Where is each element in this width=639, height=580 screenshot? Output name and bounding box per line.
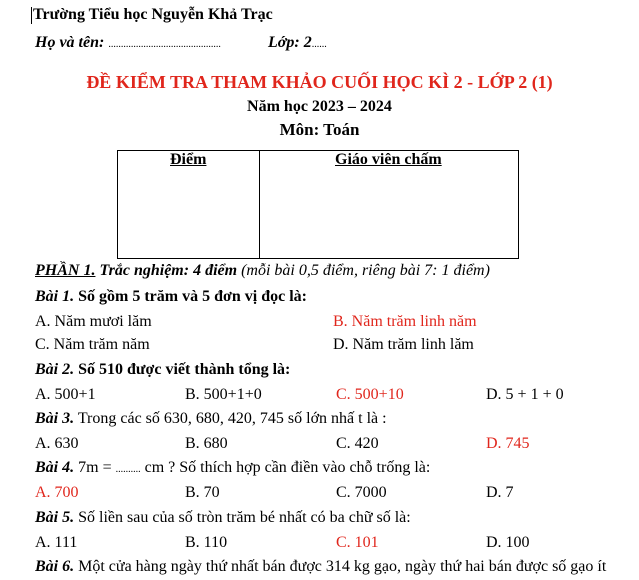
- q2-option-c[interactable]: C. 500+10: [336, 386, 404, 403]
- question-number: Bài 5.: [35, 509, 75, 526]
- question-2: [35, 361, 290, 379]
- part1-title: Trắc nghiệm: 4 điểm: [95, 262, 238, 279]
- school-year: Năm học 2023 – 2024: [247, 98, 392, 115]
- q3-option-d[interactable]: D. 745: [486, 435, 530, 452]
- q4-option-c[interactable]: C. 7000: [336, 484, 387, 501]
- part1-note: (mỗi bài 0,5 điểm, riêng bài 7: 1 điểm): [237, 262, 490, 279]
- question-text: Số liền sau của số tròn trăm bé nhất có ba chữ số là:: [74, 509, 411, 526]
- q5-option-d[interactable]: D. 100: [486, 534, 530, 551]
- q1-option-d[interactable]: D. Năm trăm linh lăm: [333, 336, 474, 353]
- question-number: Bài 6.: [35, 558, 75, 575]
- q4-option-b[interactable]: B. 70: [185, 484, 220, 501]
- question-5: [35, 509, 411, 527]
- q4-option-d[interactable]: D. 7: [486, 484, 514, 501]
- part1-heading: [35, 262, 490, 280]
- class-field[interactable]: [268, 34, 327, 52]
- question-number: Bài 1.: [35, 288, 75, 305]
- q5-option-c[interactable]: C. 101: [336, 534, 379, 551]
- question-number: Bài 3.: [35, 410, 75, 427]
- question-4: [35, 459, 430, 477]
- table-divider: [259, 151, 260, 258]
- q1-option-a[interactable]: A. Năm mươi lăm: [35, 313, 152, 330]
- question-text: Một cửa hàng ngày thứ nhất bán được 314 kg gạo, ngày thứ hai bán được số gạo ít: [74, 558, 607, 575]
- q5-option-b[interactable]: B. 110: [185, 534, 228, 551]
- name-field[interactable]: [35, 34, 221, 52]
- q3-option-c[interactable]: C. 420: [336, 435, 379, 452]
- question-number: Bài 2.: [35, 361, 75, 378]
- q3-option-a[interactable]: A. 630: [35, 435, 79, 452]
- question-number: Bài 4.: [35, 459, 75, 476]
- q2-option-a[interactable]: A. 500+1: [35, 386, 96, 403]
- score-table: [117, 150, 519, 259]
- question-text-after: cm ? Số thích hợp cần điền vào chỗ trống là:: [140, 459, 431, 476]
- school-name: Trường Tiểu học Nguyễn Khả Trạc: [33, 6, 273, 23]
- question-1: [35, 288, 307, 306]
- q2-option-b[interactable]: B. 500+1+0: [185, 386, 262, 403]
- question-text: Trong các số 630, 680, 420, 745 số lớn nhấ t là :: [74, 410, 387, 427]
- q1-option-b[interactable]: B. Năm trăm linh năm: [333, 313, 477, 330]
- question-text: Số 510 được viết thành tổng là:: [74, 361, 291, 378]
- q4-option-a[interactable]: A. 700: [35, 484, 79, 501]
- q5-option-a[interactable]: A. 111: [35, 534, 78, 551]
- class-label: Lớp: 2: [268, 34, 312, 51]
- question-text-before: 7m =: [74, 459, 116, 476]
- question-3: [35, 410, 387, 428]
- score-header: Điểm: [170, 151, 207, 168]
- exam-title: ĐỀ KIỂM TRA THAM KHẢO CUỐI HỌC KÌ 2 - LỚP 2 (1): [86, 72, 553, 92]
- class-dots: ......: [311, 39, 327, 50]
- teacher-header: Giáo viên chấm: [335, 151, 442, 168]
- question-6: [35, 558, 639, 576]
- blank-dots[interactable]: ..........: [115, 464, 141, 475]
- subject: Môn: Toán: [279, 120, 360, 139]
- q2-option-d[interactable]: D. 5 + 1 + 0: [486, 386, 564, 403]
- part1-label: PHẦN 1.: [35, 262, 96, 279]
- q1-option-c[interactable]: C. Năm trăm năm: [35, 336, 150, 353]
- question-text: Số gồm 5 trăm và 5 đơn vị đọc là:: [74, 288, 307, 305]
- name-dots: .............................................: [108, 39, 221, 50]
- text-cursor: [31, 7, 32, 24]
- q3-option-b[interactable]: B. 680: [185, 435, 228, 452]
- name-label: Họ và tên:: [35, 34, 105, 51]
